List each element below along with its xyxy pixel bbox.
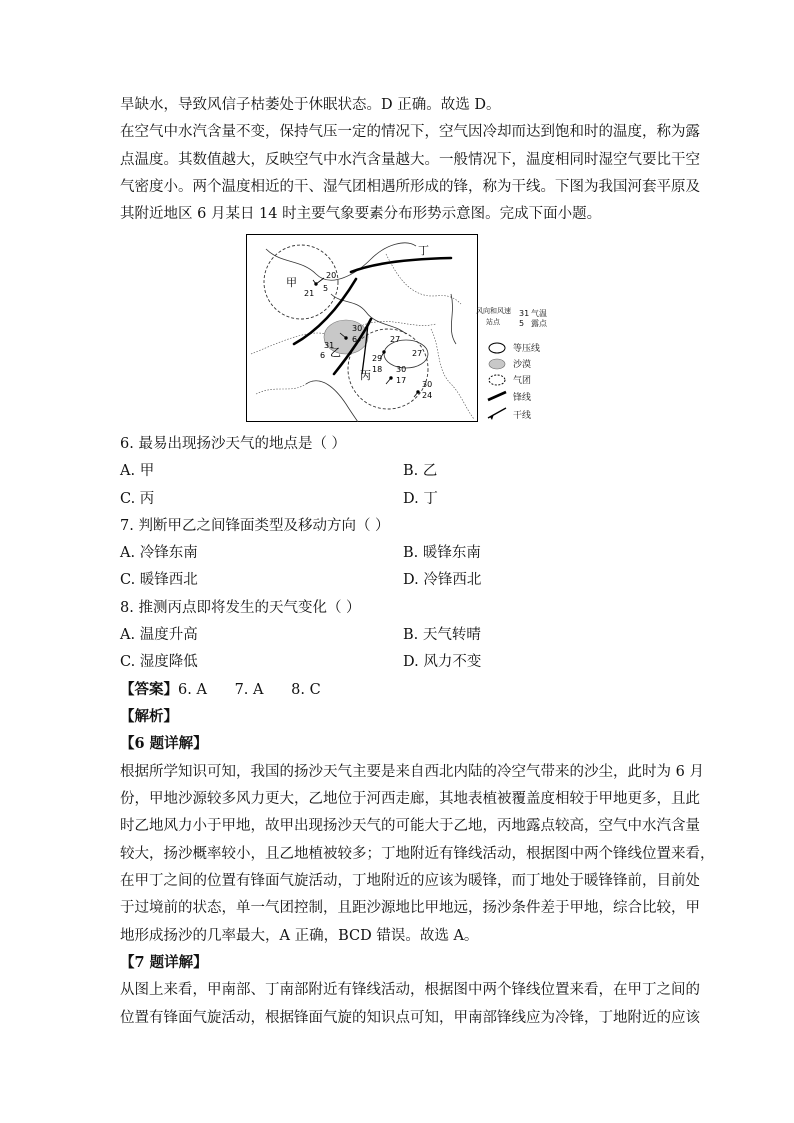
q6-text-line-7: 地形成扬沙的几率最大，A 正确，BCD 错误。故选 A。 bbox=[120, 928, 479, 944]
question-8-option-c: C. 湿度降低 bbox=[120, 654, 198, 670]
analysis-label: 【解析】 bbox=[120, 708, 178, 725]
question-8-stem: 8. 推测丙点即将发生的天气变化（ ） bbox=[120, 600, 361, 616]
yi-temp: 30 bbox=[352, 324, 363, 333]
q7-text-line-1: 从图上来看，甲南部、丁南部附近有锋线活动，根据图中两个锋线位置来看，在甲丁之间的 bbox=[120, 982, 700, 998]
bing-value-c: 27 bbox=[412, 349, 423, 358]
question-8-option-d: D. 风力不变 bbox=[403, 654, 482, 670]
q6-text-line-2: 份，甲地沙源较多风力更大，乙地位于河西走廊，其地表植被覆盖度相较于甲地更多，且此 bbox=[120, 791, 700, 807]
isobar-symbol bbox=[489, 343, 505, 353]
question-6-option-a: A. 甲 bbox=[120, 463, 155, 479]
legend-temp-value: 31 bbox=[519, 309, 530, 318]
bing-temp: 30 bbox=[396, 365, 407, 374]
legend-temp-label: 气温 bbox=[531, 309, 547, 318]
legend-dew-value: 5 bbox=[519, 319, 525, 328]
q6-detail-label: 【6 题详解】 bbox=[120, 735, 208, 752]
front-symbol bbox=[488, 392, 506, 400]
map-legend bbox=[476, 304, 566, 424]
jia-temp: 20 bbox=[326, 271, 337, 280]
mid-value-a: 27 bbox=[390, 335, 401, 344]
e-temp: 30 bbox=[422, 380, 433, 389]
intro-line-1: 旱缺水，导致风信子枯萎处于休眠状态。D 正确。故选 D。 bbox=[120, 97, 501, 113]
question-7-option-d: D. 冷锋西北 bbox=[403, 572, 482, 588]
e-dew: 24 bbox=[422, 391, 433, 400]
q6-text-line-6: 于过境前的状态，单一气团控制，且距沙源地比甲地远，扬沙条件差于甲地，综合比较，甲 bbox=[120, 900, 700, 916]
answer-line bbox=[120, 680, 321, 700]
intro-line-5: 其附近地区 6 月某日 14 时主要气象要素分布形势示意图。完成下面小题。 bbox=[120, 206, 602, 222]
intro-line-4: 气密度小。两个温度相近的干、湿气团相遇所形成的锋，称为干线。下图为我国河套平原及 bbox=[120, 179, 700, 195]
mid-value-b: 29 bbox=[372, 354, 383, 363]
bing-dew: 17 bbox=[396, 376, 407, 385]
yi-dew-2: 6 bbox=[320, 351, 326, 360]
yi-temp-2: 31 bbox=[324, 341, 335, 350]
legend-station-title-a: 风向和风速 bbox=[476, 307, 511, 315]
q6-text-line-3: 时乙地风力小于甲地，故甲出现扬沙天气的可能大于乙地，丙地露点较高，空气中水汽含量 bbox=[120, 818, 700, 834]
q6-text-line-5: 在甲丁之间的位置有锋面气旋活动，丁地附近的应该为暖锋，而丁地处于暖锋锋前，目前处 bbox=[120, 873, 700, 889]
legend-symbols bbox=[486, 342, 508, 424]
legend-front: 锋线 bbox=[513, 393, 532, 403]
airmass-symbol bbox=[489, 375, 505, 385]
question-7-option-a: A. 冷锋东南 bbox=[120, 545, 198, 561]
yi-dew: 6 bbox=[352, 335, 358, 344]
q7-text-line-2: 位置有锋面气旋活动，根据锋面气旋的知识点可知，甲南部锋线应为冷锋，丁地附近的应该 bbox=[120, 1010, 700, 1026]
q7-detail-label: 【7 题详解】 bbox=[120, 954, 208, 971]
answer-text: 6. A 7. A 8. C bbox=[178, 682, 321, 698]
weather-map bbox=[246, 234, 478, 422]
legend-dryline: 干线 bbox=[513, 411, 532, 421]
question-7-option-c: C. 暖锋西北 bbox=[120, 572, 198, 588]
question-6-stem: 6. 最易出现扬沙天气的地点是（ ） bbox=[120, 436, 347, 452]
jia-dew: 5 bbox=[323, 284, 329, 293]
dryline-marker bbox=[490, 414, 494, 420]
label-jia: 甲 bbox=[286, 276, 297, 289]
intro-line-3: 点温度。其数值越大，反映空气中水汽含量越大。一般情况下，温度相同时湿空气要比干空 bbox=[120, 152, 700, 168]
question-7-option-b: B. 暖锋东南 bbox=[403, 545, 481, 561]
question-6-option-d: D. 丁 bbox=[403, 491, 438, 507]
label-yi: 乙 bbox=[330, 346, 341, 359]
question-8-option-a: A. 温度升高 bbox=[120, 627, 198, 643]
desert-symbol bbox=[489, 359, 505, 369]
label-bing: 丙 bbox=[360, 369, 371, 382]
q6-text-line-1: 根据所学知识可知，我国的扬沙天气主要是来自西北内陆的冷空气带来的沙尘，此时为 6 月 bbox=[120, 764, 704, 780]
mid-value-c: 18 bbox=[372, 365, 383, 374]
legend-isobar: 等压线 bbox=[513, 344, 541, 354]
legend-station-title-b: 站点 bbox=[486, 318, 500, 326]
legend-desert: 沙漠 bbox=[513, 360, 532, 370]
q6-text-line-4: 较大，扬沙概率较小，且乙地植被较多；丁地附近有锋线活动，根据图中两个锋线位置来看， bbox=[120, 846, 715, 862]
label-ding: 丁 bbox=[418, 244, 429, 257]
question-7-stem: 7. 判断甲乙之间锋面类型及移动方向（ ） bbox=[120, 518, 390, 534]
legend-airmass: 气团 bbox=[513, 376, 532, 386]
legend-dew-label: 露点 bbox=[531, 319, 547, 328]
answer-label: 【答案】 bbox=[120, 681, 178, 698]
jia-temp-2: 21 bbox=[304, 289, 315, 298]
intro-line-2: 在空气中水汽含量不变，保持气压一定的情况下，空气因冷却而达到饱和时的温度，称为露 bbox=[120, 124, 700, 140]
question-8-option-b: B. 天气转晴 bbox=[403, 627, 481, 643]
question-6-option-c: C. 丙 bbox=[120, 491, 155, 507]
question-6-option-b: B. 乙 bbox=[403, 463, 438, 479]
